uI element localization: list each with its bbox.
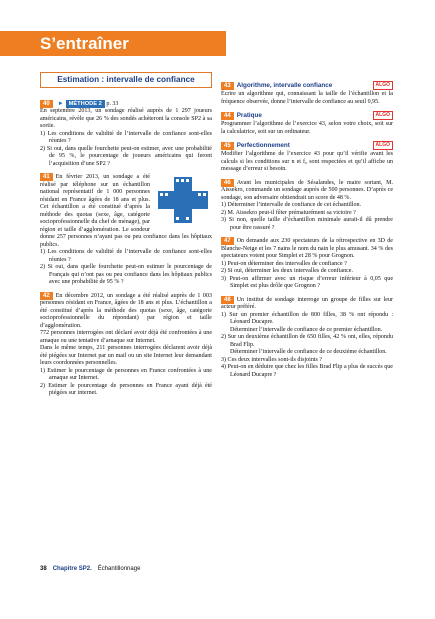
question: 4) Peut-on en déduire que chez les filles Brad Flip a plus de succès que Léonard Ducapre ?	[221, 364, 393, 378]
question: 1) Peut-on déterminer des intervalles de confiance ?	[221, 260, 347, 267]
exercise-number: 42	[40, 292, 53, 300]
exercise-number: 47	[221, 237, 234, 245]
exercise-text: En décembre 2012, un sondage a été réalisé auprès de 1 003 personnes résidant en France, âgées de 18 ans et plus. L’échantillon a été constitué d’après la méthode des quotas (sexe, âge, catégorie socioprofessionnelle du répondant) par région et taille d’agglomération.	[40, 292, 212, 329]
algo-badge: ALGO	[373, 81, 393, 90]
exercise-42	[40, 292, 212, 398]
exercise-text: Dans le même temps, 211 personnes interrogées déclarent avoir déjà été piégées sur Internet par un mail ou un site Internet leur demandant leurs coordonnées personnelles.	[40, 345, 212, 366]
exercise-text: 772 personnes interrogées ont déclaré avoir déjà été confrontées à une arnaque ou une tentative d’arnaque sur Internet.	[40, 330, 212, 344]
chapter-name: Échantillonnage	[97, 566, 141, 572]
hospital-cross-icon	[154, 175, 212, 225]
exercise-text: Programmer l’algorithme de l’exercice 43, selon votre choix, soit sur la calculatrice, soit sur un ordinateur.	[221, 121, 393, 135]
exercise-45	[221, 141, 393, 174]
chapter-label: Chapitre SP2.	[52, 566, 92, 572]
exercise-41	[40, 173, 212, 287]
exercise-title: Algorithme, intervalle confiance	[236, 81, 333, 89]
section-title: Estimation : intervalle de confiance	[40, 72, 212, 88]
exercise-number: 48	[221, 296, 234, 304]
exercise-title: Pratique	[236, 111, 262, 119]
question-detail: Déterminer l’intervalle de confiance de ce premier échantillon.	[230, 326, 383, 333]
method-page: p. 33	[106, 100, 119, 107]
exercise-text: Écrire un algorithme qui, connaissant la taille de l’échantillon et la fréquence observée, donne l’intervalle de confiance au seuil 0,95.	[221, 91, 393, 105]
exercise-number: 43	[221, 82, 234, 90]
question: 1) Estimer le pourcentage de personnes en France confrontées à une arnaque sur Internet.	[40, 367, 212, 381]
right-column	[221, 81, 393, 384]
exercise-title: Perfectionnement	[236, 141, 290, 149]
question: 3) Ces deux intervalles sont-ils disjoints ?	[221, 356, 323, 363]
question: 1) Les conditions de validité de l’intervalle de confiance sont-elles réunies ?	[40, 249, 212, 263]
question: 2) Si oui, déterminer les deux intervalles de confiance.	[221, 268, 353, 274]
question: 2) Estimer le pourcentage de personnes en France ayant déjà été piégées sur internet.	[40, 382, 212, 396]
exercise-number: 40	[40, 100, 53, 108]
exercise-text: On demande aux 230 spectateurs de la rétrospective en 3D de Blanche-Neige et les 7 nains le nom du nain le plus amusant. 34 % des spectateurs votent pour Simplet et 28 % pour Grognon.	[221, 238, 393, 259]
question: 2) Sur un deuxième échantillon de 650 filles, 42 % ont, elles, répondu Brad Flip.	[221, 334, 393, 348]
exercise-43	[221, 81, 393, 106]
method-badge: MÉTHODE 2	[66, 100, 105, 108]
exercise-40	[40, 100, 212, 169]
exercise-number: 45	[221, 142, 234, 150]
question: 3) Peut-on affirmer avec un risque d’erreur inférieur à 0,05 que Simplet est plus drôle que Grognon ?	[221, 275, 393, 289]
exercise-text: Un institut de sondage interroge un groupe de filles sur leur acteur préféré.	[221, 296, 393, 310]
exercise-text: En septembre 2013, un sondage réalisé auprès de 1 297 joueurs américains, révèle que 26 % des sondés achèteront la console SP2 à sa sortie.	[40, 108, 212, 129]
question: 1) Les conditions de validité de l’intervalle de confiance sont-elles réunies ?	[40, 130, 212, 144]
page-footer	[40, 566, 140, 572]
exercise-47	[221, 237, 393, 291]
algo-badge: ALGO	[373, 111, 393, 120]
exercise-44	[221, 111, 393, 136]
exercise-number: 46	[221, 179, 234, 187]
exercise-number: 44	[221, 112, 234, 120]
algo-badge: ALGO	[373, 141, 393, 150]
left-column	[40, 68, 212, 403]
exercise-number: 41	[40, 173, 53, 181]
question: 1) Déterminer l’intervalle de confiance de cet échantillon.	[221, 202, 362, 208]
exercise-text: Modifier l’algorithme de l’exercice 43 pour qu’il vérifie avant les calculs si les conditions sur n et f₀ sont respectées et qu’il affiche un message d’erreur si besoin.	[221, 151, 393, 172]
question: 2) Si oui, dans quelle fourchette peut-on estimer le pourcentage de Français qui n’ont pas ou peu confiance dans les hôpitaux publics avec une probabilité de 95 % ?	[40, 264, 212, 285]
exercise-text: Avant les municipales de Sésalandes, le maire sortant, M. Aissekro, commande un sondage auprès de 500 personnes. D’après ce sondage, son adversaire obtiendrait un score de 48 %.	[221, 179, 393, 201]
page-banner: S’entraîner	[0, 31, 226, 56]
page-number: 38	[40, 566, 47, 572]
question: 3) Si non, quelle taille d’échantillon minimale aurait-il dû prendre pour être rassuré ?	[221, 217, 393, 231]
question: 2) Si oui, dans quelle fourchette peut-on estimer, avec une probabilité de 95 %, le pourcentage de joueurs américains qui feront l’acquisition d’une SP2 ?	[40, 145, 212, 167]
question: 1) Sur un premier échantillon de 800 filles, 38 % ont répondu : Léonard Ducapre.	[221, 311, 393, 325]
arrow-icon: ►	[57, 100, 64, 107]
exercise-text: En février 2013, un sondage a été réalisé par téléphone sur un échantillon national représentatif de 1 000 personnes résidant en France âgées de 18 ans et plus. Cet échantillon a été constitué d’après la méthode des quotas (sexe, âge, catégorie socioprofessionnelle du chef de ménage), par région et taille d’agglomération. Le sondeur donne 257 personnes n’ayant pas ou peu confiance dans les hôpitaux publics.	[40, 174, 212, 248]
question: 2) M. Aissekro peut-il fêter prématurément sa victoire ?	[221, 209, 356, 216]
question-detail: Déterminer l’intervalle de confiance de ce deuxième échantillon.	[230, 349, 387, 355]
exercise-48	[221, 296, 393, 380]
exercise-46	[221, 179, 393, 233]
